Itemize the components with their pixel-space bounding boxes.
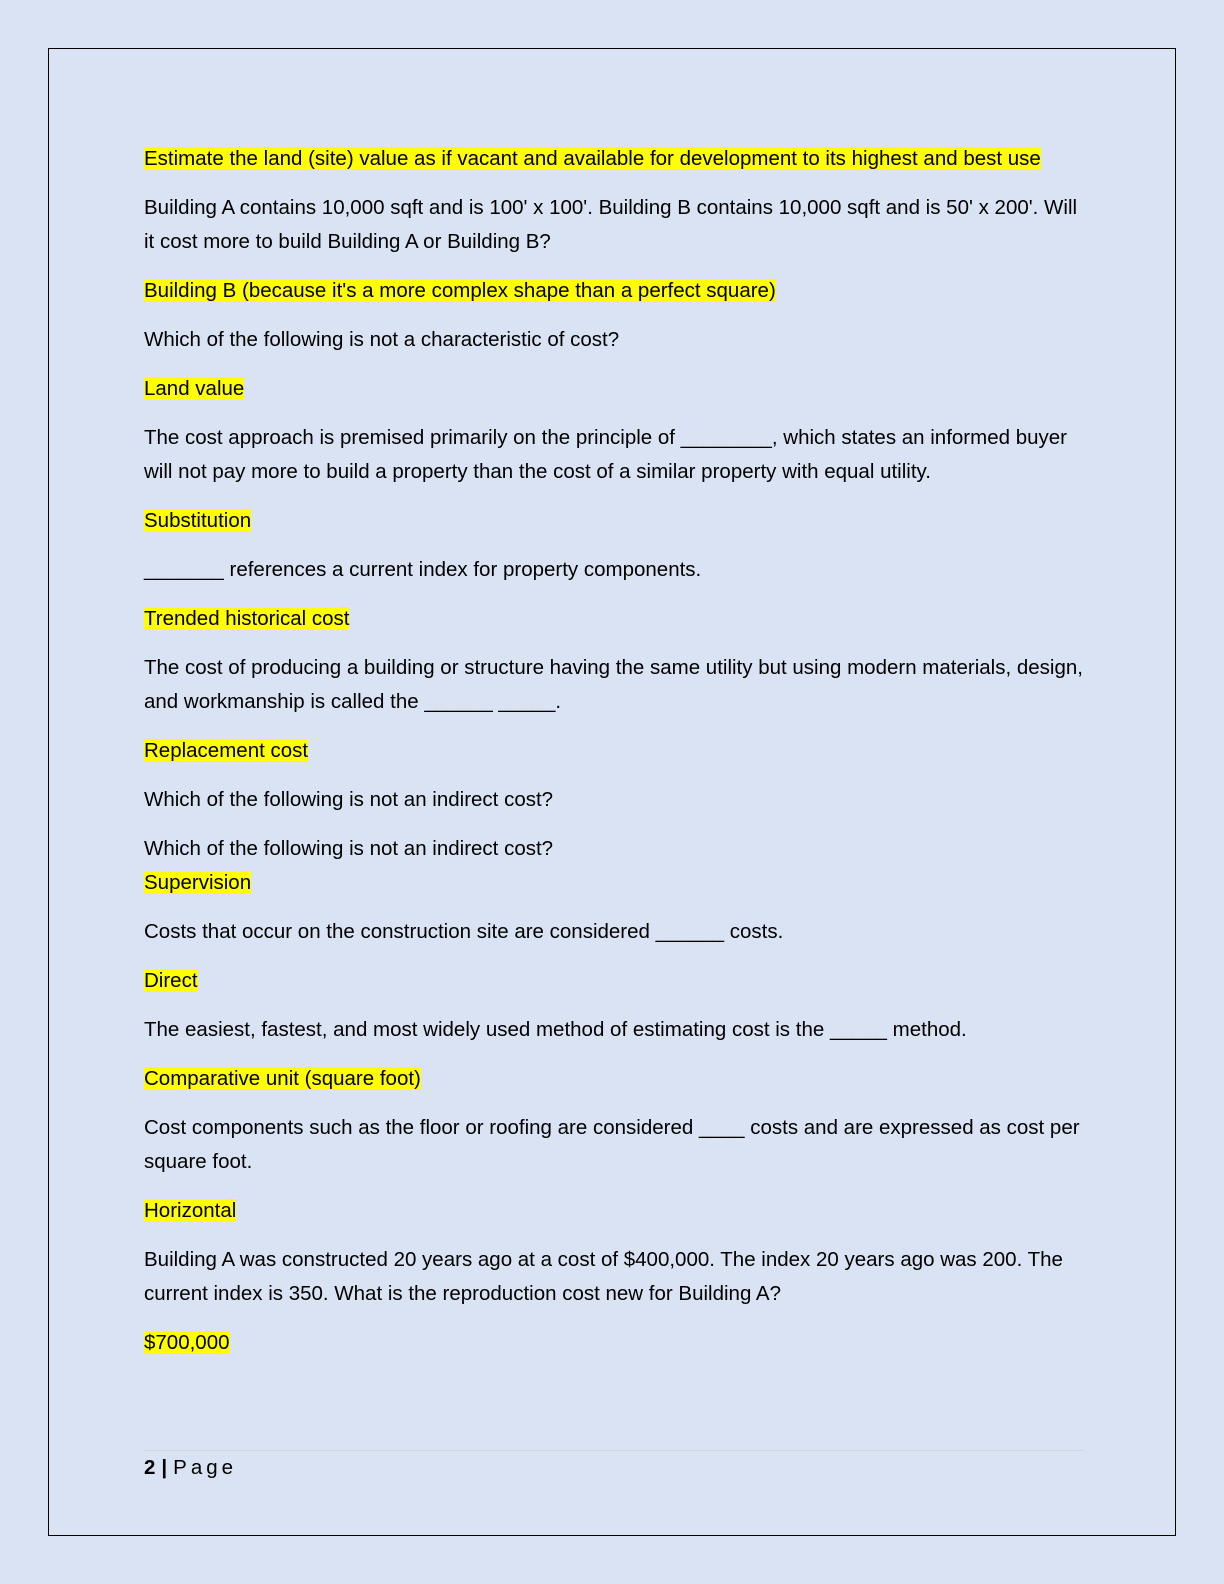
highlighted-answer: Horizontal: [144, 1199, 237, 1222]
highlighted-answer: Direct: [144, 969, 198, 992]
question-paragraph: Which of the following is not an indirect cost?: [144, 788, 554, 811]
document-body: [144, 142, 1084, 1375]
footer-separator: |: [161, 1456, 168, 1479]
question-paragraph: Which of the following is not an indirect cost?: [144, 837, 554, 860]
answer-paragraph: [144, 866, 1084, 900]
question-paragraph: The cost of producing a building or structure having the same utility but using modern materials, design, and workmanship is called the ______ _____.: [144, 656, 1083, 713]
page-label: Page: [173, 1456, 238, 1479]
highlighted-answer: Substitution: [144, 509, 252, 532]
answer-paragraph: [144, 372, 1084, 406]
highlighted-answer: Trended historical cost: [144, 607, 350, 630]
question-paragraph: [144, 142, 1084, 176]
question-paragraph: The cost approach is premised primarily on the principle of ________, which states an informed buyer will not pay more to build a property than the cost of a similar property with equal utility.: [144, 426, 1067, 483]
highlighted-answer: Land value: [144, 377, 245, 400]
question-paragraph: Building A was constructed 20 years ago at a cost of $400,000. The index 20 years ago was 200. The current index is 350. What is the reproduction cost new for Building A?: [144, 1248, 1063, 1305]
question-paragraph: _______ references a current index for property components.: [144, 558, 702, 581]
highlighted-answer: Supervision: [144, 871, 252, 894]
highlighted-answer: Comparative unit (square foot): [144, 1067, 421, 1090]
question-paragraph: Building A contains 10,000 sqft and is 100' x 100'. Building B contains 10,000 sqft and is 50' x 200'. Will it cost more to build Building A or Building B?: [144, 196, 1078, 253]
question-paragraph: Which of the following is not a characteristic of cost?: [144, 328, 620, 351]
highlighted-answer: Estimate the land (site) value as if vacant and available for development to its highest and best use: [144, 147, 1041, 170]
answer-paragraph: [144, 1062, 1084, 1096]
answer-paragraph: [144, 1194, 1084, 1228]
question-paragraph: Costs that occur on the construction site are considered ______ costs.: [144, 920, 784, 943]
highlighted-answer: $700,000: [144, 1331, 230, 1354]
highlighted-answer: Building B (because it's a more complex shape than a perfect square): [144, 279, 776, 302]
answer-paragraph: [144, 504, 1084, 538]
page-number: 2: [144, 1456, 156, 1479]
answer-paragraph: [144, 734, 1084, 768]
page-footer: [144, 1450, 1084, 1483]
answer-paragraph: [144, 964, 1084, 998]
highlighted-answer: Replacement cost: [144, 739, 309, 762]
answer-paragraph: [144, 274, 1084, 308]
answer-paragraph: [144, 602, 1084, 636]
question-paragraph: The easiest, fastest, and most widely used method of estimating cost is the _____ method.: [144, 1018, 967, 1041]
question-paragraph: Cost components such as the floor or roofing are considered ____ costs and are expressed as cost per square foot.: [144, 1116, 1080, 1173]
answer-paragraph: [144, 1326, 1084, 1360]
